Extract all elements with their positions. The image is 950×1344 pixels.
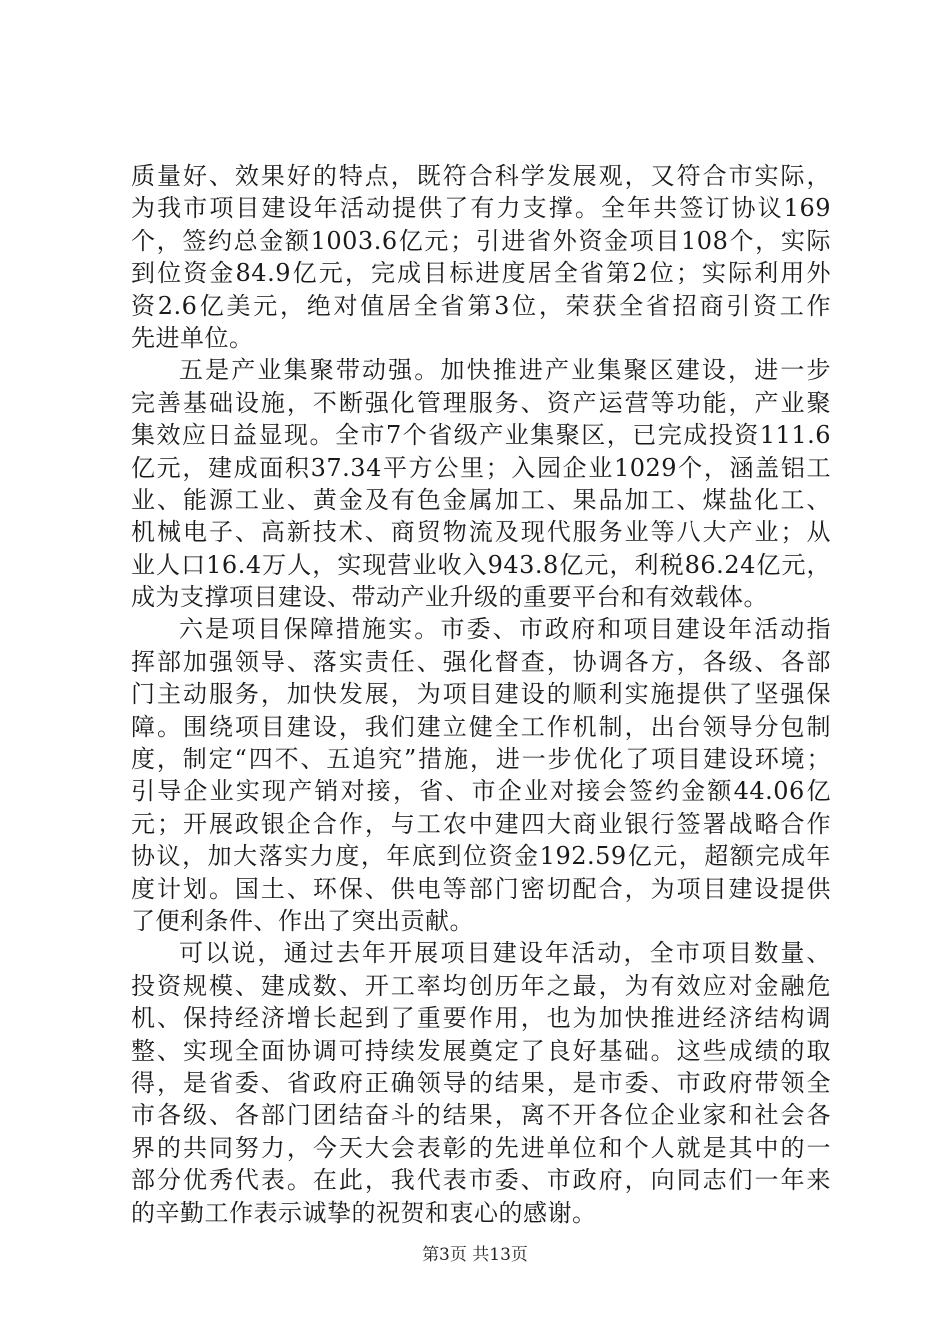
text-line: 业人口16.4万人，实现营业收入943.8亿元，利税86.24亿元，	[131, 550, 831, 579]
text-line: 质量好、效果好的特点，既符合科学发展观，又符合市实际，	[131, 162, 831, 190]
text-line: 机、保持经济增长起到了重要作用，也为加快推进经济结构调	[131, 1004, 831, 1033]
text-line: 了便利条件、作出了突出贡献。	[131, 906, 474, 935]
text-line: 六是项目保障措施实。市委、市政府和项目建设年活动指	[179, 615, 831, 644]
body-text	[131, 160, 831, 1229]
text-line: 业、能源工业、黄金及有色金属加工、果品加工、煤盐化工、	[131, 485, 831, 514]
text-line: 完善基础设施，不断强化管理服务、资产运营等功能，产业聚	[131, 388, 831, 417]
text-line: 可以说，通过去年开展项目建设年活动，全市项目数量、	[179, 939, 831, 968]
text-line: 投资规模、建成数、开工率均创历年之最，为有效应对金融危	[131, 971, 831, 1000]
text-line: 亿元，建成面积37.34平方公里；入园企业1029个，涵盖铝工	[131, 453, 831, 482]
text-line: 协议，加大落实力度，年底到位资金192.59亿元，超额完成年	[131, 842, 831, 871]
page-number-footer: 第3页 共13页	[422, 1245, 528, 1265]
text-line: 整、实现全面协调可持续发展奠定了良好基础。这些成绩的取	[131, 1036, 831, 1065]
text-line: 得，是省委、省政府正确领导的结果，是市委、市政府带领全	[131, 1068, 831, 1097]
text-line: 到位资金84.9亿元，完成目标进度居全省第2位；实际利用外	[131, 259, 831, 288]
text-line: 障。围绕项目建设，我们建立健全工作机制，出台领导分包制	[131, 712, 831, 741]
text-line: 资2.6亿美元，绝对值居全省第3位，荣获全省招商引资工作	[131, 291, 831, 320]
text-line: 界的共同努力，今天大会表彰的先进单位和个人就是其中的一	[131, 1133, 831, 1162]
text-line: 市各级、各部门团结奋斗的结果，离不开各位企业家和社会各	[131, 1101, 831, 1130]
text-line: 为我市项目建设年活动提供了有力支撑。全年共签订协议169	[131, 194, 831, 223]
text-line: 度，制定“四不、五追究”措施，进一步优化了项目建设环境；	[131, 745, 831, 774]
text-line: 成为支撑项目建设、带动产业升级的重要平台和有效载体。	[131, 583, 768, 612]
text-line: 元；开展政银企合作，与工农中建四大商业银行签署战略合作	[131, 809, 831, 838]
text-line: 机械电子、高新技术、商贸物流及现代服务业等八大产业；从	[131, 518, 831, 547]
text-line: 门主动服务，加快发展，为项目建设的顺利实施提供了坚强保	[131, 680, 831, 709]
text-line: 五是产业集聚带动强。加快推进产业集聚区建设，进一步	[179, 356, 831, 385]
text-line: 度计划。国土、环保、供电等部门密切配合，为项目建设提供	[131, 874, 831, 903]
text-line: 部分优秀代表。在此，我代表市委、市政府，向同志们一年来	[131, 1166, 831, 1195]
text-line: 挥部加强领导、落实责任、强化督查，协调各方，各级、各部	[131, 647, 831, 676]
text-line: 的辛勤工作表示诚挚的祝贺和衷心的感谢。	[131, 1198, 597, 1227]
text-line: 个，签约总金额1003.6亿元；引进省外资金项目108个，实际	[131, 226, 831, 255]
text-line: 集效应日益显现。全市7个省级产业集聚区，已完成投资111.6	[131, 421, 831, 450]
text-line: 引导企业实现产销对接，省、市企业对接会签约金额44.06亿	[131, 777, 831, 806]
text-line: 先进单位。	[131, 323, 254, 352]
